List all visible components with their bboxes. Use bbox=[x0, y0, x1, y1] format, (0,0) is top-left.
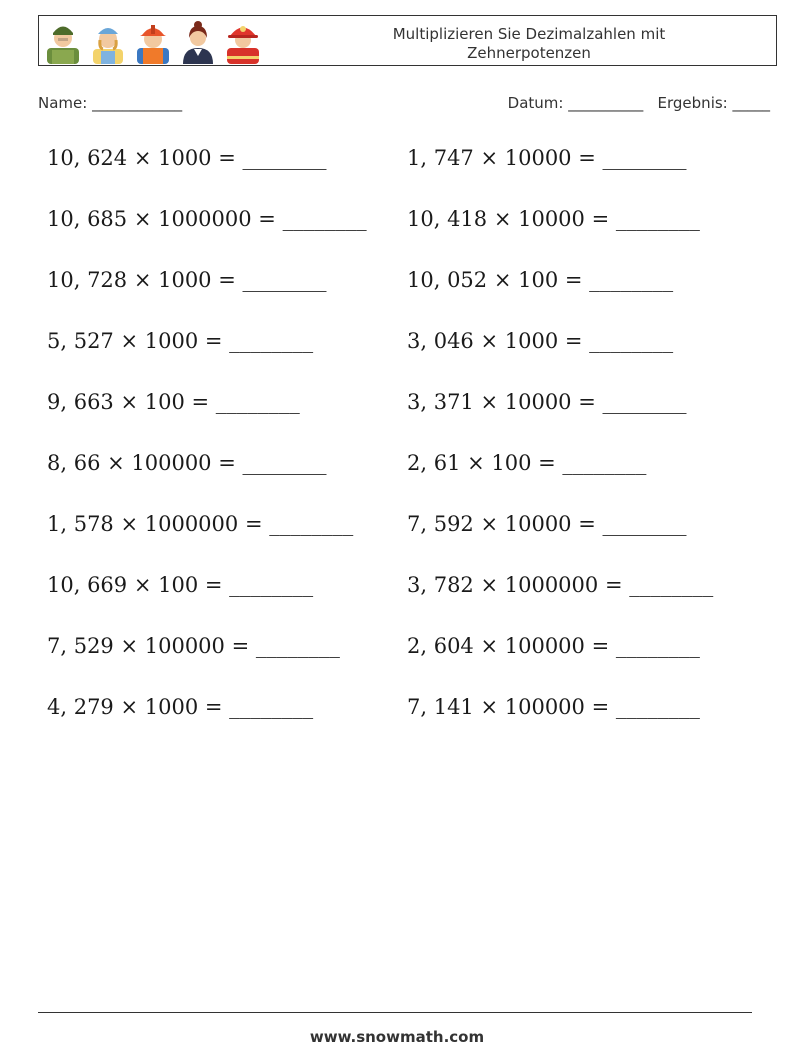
soldier-icon bbox=[44, 18, 82, 64]
problem-item: 10, 728 × 1000 = ________ bbox=[47, 268, 327, 292]
date-field: Datum: __________ bbox=[507, 94, 644, 112]
problem-item: 8, 66 × 100000 = ________ bbox=[47, 451, 327, 475]
problem-item: 7, 529 × 100000 = ________ bbox=[47, 634, 340, 658]
problem-row bbox=[47, 695, 767, 756]
problem-grid bbox=[47, 146, 767, 756]
problem-row bbox=[47, 207, 767, 268]
problem-item: 10, 669 × 100 = ________ bbox=[47, 573, 314, 597]
problem-item: 9, 663 × 100 = ________ bbox=[47, 390, 300, 414]
problem-item: 10, 685 × 1000000 = ________ bbox=[47, 207, 367, 231]
worksheet-header bbox=[38, 15, 777, 66]
problem-row bbox=[47, 390, 767, 451]
footer-url: www.snowmath.com bbox=[309, 1028, 485, 1046]
problem-item: 4, 279 × 1000 = ________ bbox=[47, 695, 314, 719]
date-result-fields bbox=[508, 94, 770, 112]
problem-row bbox=[47, 451, 767, 512]
problem-item: 3, 046 × 1000 = ________ bbox=[407, 329, 674, 353]
problem-row bbox=[47, 512, 767, 573]
title-line-1: Multiplizieren Sie Dezimalzahlen mit bbox=[392, 25, 666, 43]
problem-row bbox=[47, 634, 767, 695]
problem-row bbox=[47, 329, 767, 390]
title-line-2: Zehnerpotenzen bbox=[467, 44, 591, 62]
problem-item: 2, 61 × 100 = ________ bbox=[407, 451, 647, 475]
problem-item: 3, 782 × 1000000 = ________ bbox=[407, 573, 714, 597]
problem-item: 10, 052 × 100 = ________ bbox=[407, 268, 674, 292]
name-field: Name: ____________ bbox=[38, 94, 183, 112]
result-field: Ergebnis: _____ bbox=[657, 94, 770, 112]
problem-item: 3, 371 × 10000 = ________ bbox=[407, 390, 687, 414]
construction-worker-icon bbox=[134, 18, 172, 64]
problem-item: 10, 418 × 10000 = ________ bbox=[407, 207, 700, 231]
worksheet-title bbox=[379, 25, 679, 63]
nurse-icon bbox=[89, 18, 127, 64]
avatar-strip bbox=[44, 18, 262, 64]
problem-item: 1, 747 × 10000 = ________ bbox=[407, 146, 687, 170]
problem-item: 2, 604 × 100000 = ________ bbox=[407, 634, 700, 658]
footer-divider bbox=[38, 1012, 752, 1013]
problem-item: 7, 141 × 100000 = ________ bbox=[407, 695, 700, 719]
problem-item: 10, 624 × 1000 = ________ bbox=[47, 146, 327, 170]
businesswoman-icon bbox=[179, 18, 217, 64]
problem-item: 7, 592 × 10000 = ________ bbox=[407, 512, 687, 536]
problem-row bbox=[47, 268, 767, 329]
problem-item: 1, 578 × 1000000 = ________ bbox=[47, 512, 354, 536]
problem-row bbox=[47, 146, 767, 207]
firefighter-icon bbox=[224, 18, 262, 64]
problem-row bbox=[47, 573, 767, 634]
problem-item: 5, 527 × 1000 = ________ bbox=[47, 329, 314, 353]
